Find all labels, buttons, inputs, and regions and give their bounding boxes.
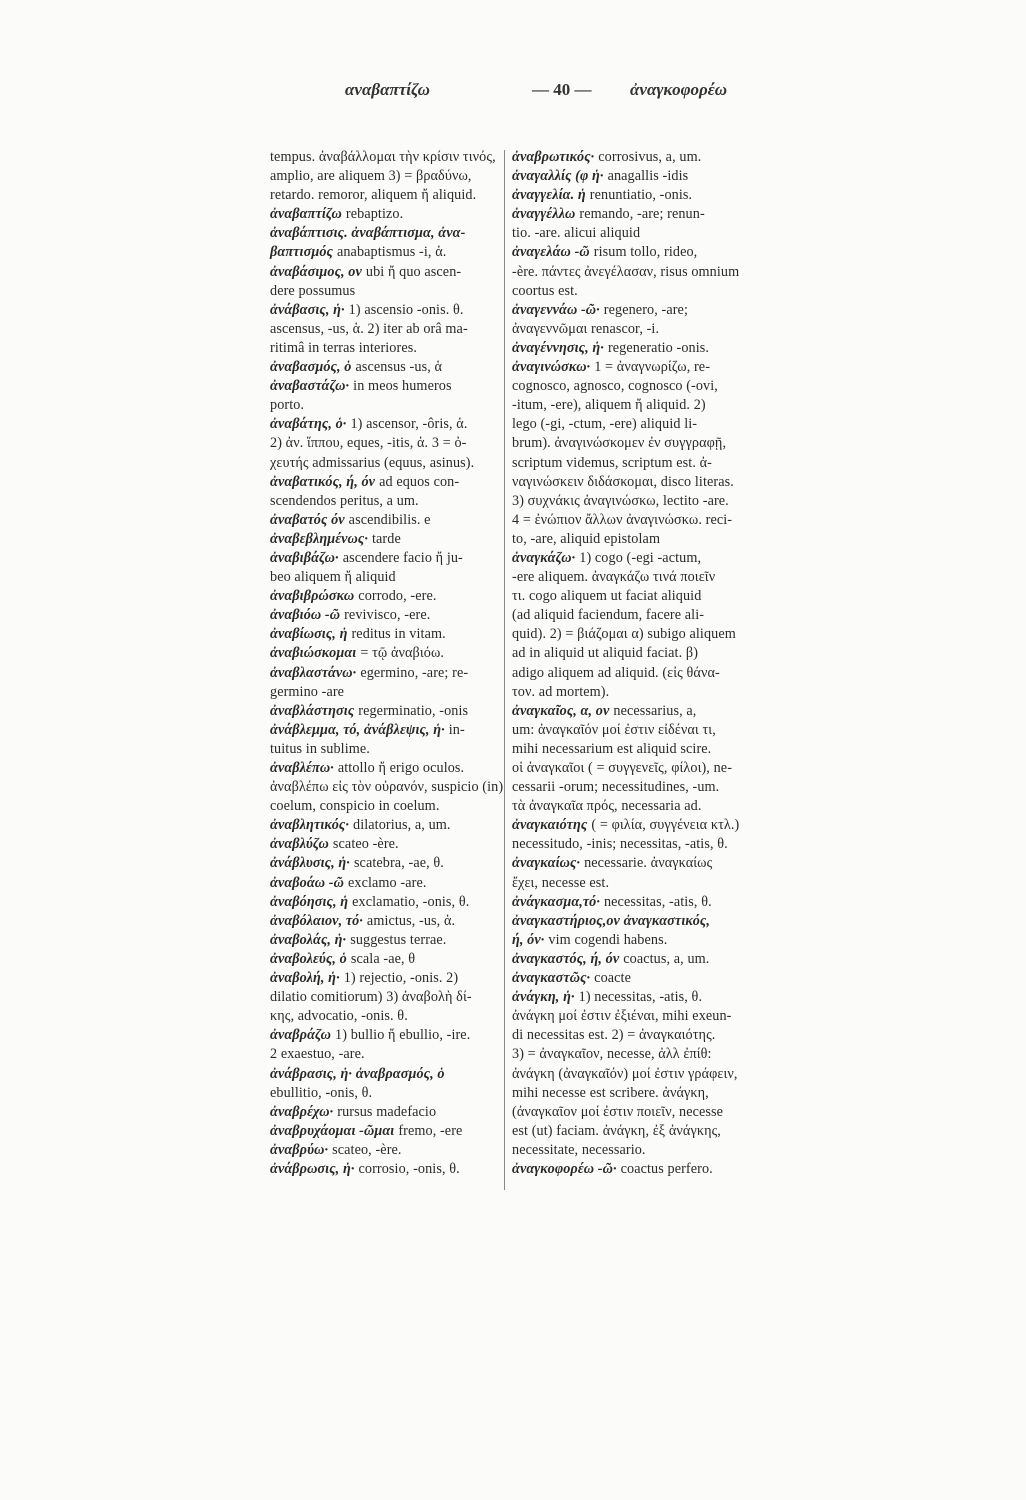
definition-text: dilatio comitiorum) 3) ἀναβολὴ δί- xyxy=(270,989,472,1006)
headword: ἀναβλάστησις xyxy=(270,702,355,719)
definition-text: necessarie. ἀναγκαίως xyxy=(584,855,713,872)
definition-text: ebullitio, -onis, θ. xyxy=(270,1084,373,1101)
headword: ἀναβόλαιον, τό· xyxy=(270,912,363,929)
headword: βαπτισμός xyxy=(270,244,333,261)
entry-line xyxy=(512,835,762,854)
entry-line xyxy=(270,969,502,988)
definition-text: ad equos con- xyxy=(379,473,460,490)
entry-line xyxy=(270,224,502,243)
definition-text: 1) ascensor, -ôris, ἁ. xyxy=(350,416,468,433)
definition-text: 2 exaestuo, -are. xyxy=(270,1046,365,1063)
entry-line xyxy=(270,606,502,625)
entry-line xyxy=(512,186,762,205)
entry-line xyxy=(512,434,762,453)
headword: ἀναγκαίως· xyxy=(512,855,581,872)
column-divider xyxy=(504,150,505,1190)
headword: ἀναγαλλίς (φ ἡ· xyxy=(512,168,604,185)
definition-text: ubi ἤ quo ascen- xyxy=(365,263,462,280)
entry-line xyxy=(270,912,502,931)
entry-line xyxy=(512,358,762,377)
entry-line xyxy=(512,606,762,625)
entry-line xyxy=(270,263,502,282)
definition-text: scriptum videmus, scriptum est. ἀ- xyxy=(512,454,712,471)
definition-text: regerminatio, -onis xyxy=(358,702,469,719)
definition-text: 2) ἀν. ἵππου, eques, -itis, ἁ. 3 = ὀ- xyxy=(270,435,467,452)
definition-text: tio. -are. alicui aliquid xyxy=(512,225,641,242)
definition-text: porto. xyxy=(270,397,305,414)
definition-text: cessarii -orum; necessitudines, -um. xyxy=(512,779,720,796)
definition-text: to, -are, aliquid epistolam xyxy=(512,530,661,547)
entry-line xyxy=(512,1141,762,1160)
headword: ἀναγελάω -ῶ xyxy=(512,244,590,261)
entry-line xyxy=(512,148,762,167)
headword: ἀναβλαστάνω· xyxy=(270,664,357,681)
entry-line xyxy=(270,816,502,835)
entry-line xyxy=(512,969,762,988)
definition-text: 4 = ἐνώπιον ἄλλων ἀναγινώσκω. reci- xyxy=(512,511,733,528)
entry-line xyxy=(512,644,762,663)
definition-text: tempus. ἀναβάλλομαι τὴν κρίσιν τινός, xyxy=(270,149,496,165)
definition-text: exclamo -are. xyxy=(348,874,427,891)
definition-text: dilatorius, a, um. xyxy=(353,817,451,834)
headword: ἀναβόησις, ἡ xyxy=(270,893,349,910)
definition-text: beo aliquem ἤ aliquid xyxy=(270,569,396,586)
entry-line xyxy=(270,721,502,740)
definition-text: necessarius, a, xyxy=(613,702,697,719)
definition-text: um: ἀναγκαῖόν μοί ἐστιν εἰδέναι τι, xyxy=(512,721,716,738)
definition-text: mihi necesse est scribere. ἀνάγκη, xyxy=(512,1084,709,1101)
entry-line xyxy=(512,415,762,434)
definition-text: tarde xyxy=(371,530,401,547)
entry-line xyxy=(270,1141,502,1160)
entry-line xyxy=(512,511,762,530)
definition-text: ἔχει, necesse est. xyxy=(512,874,610,891)
entry-line xyxy=(270,205,502,224)
entry-line xyxy=(270,854,502,873)
entry-line xyxy=(512,721,762,740)
entry-line xyxy=(270,492,502,511)
definition-text: corrosivus, a, um. xyxy=(598,149,702,165)
headword: ἀναγινώσκω· xyxy=(512,359,591,376)
definition-text: 1) cogo (-egi -actum, xyxy=(579,549,702,566)
definition-text: corrodo, -ere. xyxy=(358,588,437,605)
definition-text: attollo ἤ erigo oculos. xyxy=(337,760,465,776)
entry-line xyxy=(512,854,762,873)
entry-line xyxy=(512,912,762,931)
headword: ἀνάβασις, ἡ· xyxy=(270,301,345,318)
headword: ἀναβοάω -ῶ xyxy=(270,874,344,891)
definition-text: amictus, -us, ἁ. xyxy=(366,912,456,929)
headword: ἀναβαστάζω· xyxy=(270,378,350,395)
entry-line xyxy=(512,1160,762,1179)
definition-text: regeneratio -onis. xyxy=(607,339,710,356)
entry-line xyxy=(512,893,762,912)
definition-text: retardo. remoror, aliquem ἤ aliquid. xyxy=(270,187,477,204)
entry-line xyxy=(512,1065,762,1084)
definition-text: -ere aliquem. ἀναγκάζω τινά ποιεῖν xyxy=(512,569,716,586)
definition-text: -itum, -ere), aliquem ἤ aliquid. 2) xyxy=(512,397,706,414)
entry-line xyxy=(270,1007,502,1026)
entry-line xyxy=(512,492,762,511)
headword: ἀναγκαστῶς· xyxy=(512,970,591,987)
headword: ἀναγκαστός, ή, όν xyxy=(512,950,620,967)
definition-text: κης, advocatio, -onis. θ. xyxy=(270,1008,408,1025)
entry-line xyxy=(270,358,502,377)
definition-text: scendendos peritus, a um. xyxy=(270,492,419,509)
entry-line xyxy=(270,320,502,339)
definition-text: fremo, -ere xyxy=(398,1122,463,1139)
definition-text: dere possumus xyxy=(270,282,356,299)
definition-text: 1 = ἀναγνωρίζω, re- xyxy=(594,359,711,376)
entry-line xyxy=(512,1103,762,1122)
entry-line xyxy=(512,664,762,683)
headword: ἀναβλέπω· xyxy=(270,760,334,776)
headword: ἀναβασμός, ὁ xyxy=(270,359,352,376)
definition-text: anabaptismus -i, ἁ. xyxy=(336,244,447,261)
definition-text: 1) bullio ἤ ebullio, -ire. xyxy=(335,1027,471,1044)
running-head-left: αναβαπτίζω xyxy=(345,80,430,99)
entry-line xyxy=(512,759,762,778)
definition-text: cognosco, agnosco, cognosco (-ovi, xyxy=(512,378,718,395)
definition-text: coortus est. xyxy=(512,282,578,299)
headword: ἀναβιβάζω· xyxy=(270,549,339,566)
entry-line xyxy=(512,874,762,893)
headword: ἀναβατός όν xyxy=(270,511,345,528)
headword: ἀναβάτης, ὁ· xyxy=(270,416,347,433)
headword: ἀνάβρωσις, ἡ· xyxy=(270,1160,355,1177)
definition-text: reditus in vitam. xyxy=(351,626,446,643)
headword: ἀναβρυχάομαι -ῶμαι xyxy=(270,1122,395,1139)
definition-text: coactus perfero. xyxy=(620,1160,713,1177)
headword: ἀναβρύω· xyxy=(270,1141,329,1158)
definition-text: egermino, -are; re- xyxy=(360,664,469,681)
definition-text: necessitate, necessario. xyxy=(512,1141,646,1158)
entry-line xyxy=(512,702,762,721)
definition-text: amplio, are aliquem 3) = βραδύνω, xyxy=(270,168,472,185)
definition-text: scatebra, -ae, θ. xyxy=(353,855,444,872)
definition-text: ἀναβλέπω εἰς τὸν οὐρανόν, suspicio (in) xyxy=(270,779,504,796)
entry-line xyxy=(512,740,762,759)
entry-line xyxy=(270,243,502,262)
definition-text: rursus madefacio xyxy=(337,1103,437,1120)
entry-line xyxy=(512,1007,762,1026)
entry-line xyxy=(270,454,502,473)
definition-text: vim cogendi habens. xyxy=(548,931,668,948)
definition-text: ascensus, -us, ἁ. 2) iter ab orâ ma- xyxy=(270,320,468,337)
definition-text: ritimâ in terras interiores. xyxy=(270,339,417,356)
entry-line xyxy=(512,396,762,415)
definition-text: risum tollo, rideo, xyxy=(593,244,698,261)
headword: ἀναβολάς, ἡ· xyxy=(270,931,347,948)
definition-text: 3) = ἀναγκαῖον, necesse, ἀλλ ἐπίθ: xyxy=(512,1046,712,1063)
headword: ἀναγκαῖος, α, ον xyxy=(512,702,610,719)
entry-line xyxy=(512,549,762,568)
entry-line xyxy=(270,587,502,606)
entry-line xyxy=(270,282,502,301)
definition-text: in meos humeros xyxy=(353,378,452,395)
headword: ἀναβολεύς, ὁ xyxy=(270,950,347,967)
definition-text: ἀναγεννῶμαι renascor, -i. xyxy=(512,320,660,337)
entry-line xyxy=(270,434,502,453)
headword: ἀνάγκη, ἡ· xyxy=(512,989,575,1006)
entry-line xyxy=(512,301,762,320)
right-column xyxy=(512,148,762,1179)
definition-text: coactus, a, um. xyxy=(623,950,710,967)
entry-line xyxy=(512,243,762,262)
entry-line xyxy=(512,625,762,644)
entry-line xyxy=(270,644,502,663)
headword: ἀναβλητικός· xyxy=(270,817,349,834)
entry-line xyxy=(270,415,502,434)
definition-text: = τῷ ἀναβιόω. xyxy=(360,645,445,662)
definition-text: scala -ae, θ xyxy=(350,950,416,967)
headword: ἀναγεννάω -ῶ· xyxy=(512,301,600,318)
entry-line xyxy=(270,1045,502,1064)
entry-line xyxy=(512,1045,762,1064)
definition-text: -ère. πάντες ἀνεγέλασαν, risus omnium xyxy=(512,263,740,280)
headword: ἀναγγελία. ἡ xyxy=(512,187,586,204)
entry-line xyxy=(512,931,762,950)
entry-line xyxy=(270,473,502,492)
headword: ἀναβιόω -ῶ xyxy=(270,607,341,624)
entry-line xyxy=(512,339,762,358)
entry-line xyxy=(270,1122,502,1141)
entry-line xyxy=(270,797,502,816)
headword: ἀναγκάζω· xyxy=(512,549,576,566)
headword: ἀναβαπτίζω xyxy=(270,206,342,223)
entry-line xyxy=(512,377,762,396)
headword: ἀναγγέλλω xyxy=(512,206,576,223)
definition-text: necessitas, -atis, θ. xyxy=(603,893,712,910)
definition-text: ἀνάγκη (ἀναγκαῖόν) μοί ἐστιν γράφειν, xyxy=(512,1065,738,1082)
definition-text: 3) συχνάκις ἀναγινώσκω, lectito -are. xyxy=(512,492,729,509)
definition-text: χευτής admissarius (equus, asinus). xyxy=(270,454,475,471)
entry-line xyxy=(512,224,762,243)
definition-text: ad in aliquid ut aliquid faciat. β) xyxy=(512,645,699,662)
entry-line xyxy=(512,988,762,1007)
definition-text: ναγινώσκειν διδάσκομαι, disco literas. xyxy=(512,473,734,490)
headword: ἀναβάπτισις. ἀναβάπτισμα, ἀνα- xyxy=(270,225,466,242)
definition-text: ( = φιλία, συγγένεια κτλ.) xyxy=(591,817,740,834)
headword: ἀναβράζω xyxy=(270,1027,332,1044)
entry-line xyxy=(270,835,502,854)
definition-text: quid). 2) = βιάζομαι α) subigo aliquem xyxy=(512,626,736,643)
entry-line xyxy=(270,396,502,415)
running-head-right: ἀναγκοφορέω xyxy=(630,80,728,99)
entry-line xyxy=(270,931,502,950)
headword: ἀναγέννησις, ἡ· xyxy=(512,339,604,356)
headword: ἀναβιβρώσκω xyxy=(270,588,355,605)
entry-line xyxy=(270,1084,502,1103)
entry-line xyxy=(270,1160,502,1179)
entry-line xyxy=(270,625,502,644)
entry-line xyxy=(512,816,762,835)
definition-text: suggestus terrae. xyxy=(350,931,447,948)
entry-line xyxy=(512,454,762,473)
definition-text: (ἀναγκαῖον μοί ἐστιν ποιεῖν, necesse xyxy=(512,1103,724,1120)
entry-line xyxy=(512,1084,762,1103)
headword: ἀναβεβλημένως· xyxy=(270,530,368,547)
entry-line xyxy=(512,1026,762,1045)
entry-line xyxy=(512,167,762,186)
headword: ἀνάγκασμα,τό· xyxy=(512,893,600,910)
entry-line xyxy=(270,148,502,167)
entry-line xyxy=(270,740,502,759)
definition-text: necessitudo, -inis; necessitas, -atis, θ. xyxy=(512,836,728,853)
definition-text: coacte xyxy=(594,970,631,987)
entry-line xyxy=(512,568,762,587)
headword: ἀναγκοφορέω -ῶ· xyxy=(512,1160,617,1177)
entry-line xyxy=(270,167,502,186)
headword: ἀνάβλυσις, ἡ· xyxy=(270,855,350,872)
entry-line xyxy=(270,186,502,205)
definition-text: 1) rejectio, -onis. 2) xyxy=(343,970,459,987)
entry-line xyxy=(270,950,502,969)
entry-line xyxy=(512,950,762,969)
entry-line xyxy=(270,778,502,797)
entry-line xyxy=(512,282,762,301)
entry-line xyxy=(270,339,502,358)
definition-text: coelum, conspicio in coelum. xyxy=(270,798,440,815)
definition-text: brum). ἀναγινώσκομεν ἐν συγγραφῇ, xyxy=(512,435,727,452)
definition-text: remando, -are; renun- xyxy=(579,206,705,223)
headword: ἀνάβρασις, ἡ· ἀναβρασμός, ὁ xyxy=(270,1065,445,1082)
definition-text: ascendere facio ἤ ju- xyxy=(342,549,463,566)
definition-text: lego (-gi, -ctum, -ere) aliquid li- xyxy=(512,416,698,433)
definition-text: τον. ad mortem). xyxy=(512,683,610,700)
headword: ἀναβρέχω· xyxy=(270,1103,334,1120)
entry-line xyxy=(270,1026,502,1045)
definition-text: di necessitas est. 2) = ἀναγκαιότης. xyxy=(512,1027,716,1044)
entry-line xyxy=(512,797,762,816)
definition-text: germino -are xyxy=(270,683,345,700)
headword: ἀναβρωτικός· xyxy=(512,149,595,165)
headword: ἀναβολή, ἡ· xyxy=(270,970,340,987)
definition-text: renuntiatio, -onis. xyxy=(589,187,693,204)
left-column xyxy=(270,148,502,1179)
definition-text: οἱ ἀναγκαῖοι ( = συγγενεῖς, φίλοι), ne- xyxy=(512,760,733,776)
entry-line xyxy=(270,702,502,721)
headword: ἀναβάσιμος, ον xyxy=(270,263,362,280)
entry-line xyxy=(270,664,502,683)
headword: ἀνάβλεμμα, τό, ἀνάβλεψις, ἡ· xyxy=(270,721,445,738)
definition-text: anagallis -idis xyxy=(607,168,689,185)
definition-text: mihi necessarium est aliquid scire. xyxy=(512,740,712,757)
headword: ἀναγκαστήριος,ον ἀναγκαστικός, xyxy=(512,912,710,929)
entry-line xyxy=(270,301,502,320)
entry-line xyxy=(270,1065,502,1084)
definition-text: regenero, -are; xyxy=(603,301,688,318)
entry-line xyxy=(512,683,762,702)
entry-line xyxy=(512,778,762,797)
headword: ἀναγκαιότης xyxy=(512,817,588,834)
entry-line xyxy=(270,511,502,530)
definition-text: revivisco, -ere. xyxy=(344,607,431,624)
entry-line xyxy=(270,759,502,778)
entry-line xyxy=(512,473,762,492)
page-number: — 40 — xyxy=(532,80,592,99)
entry-line xyxy=(512,1122,762,1141)
definition-text: corrosio, -onis, θ. xyxy=(358,1160,460,1177)
entry-line xyxy=(270,568,502,587)
headword: ή, όν· xyxy=(512,931,545,948)
definition-text: adigo aliquem ad aliquid. (εἰς θάνα- xyxy=(512,664,720,681)
headword: ἀναβλύζω xyxy=(270,836,329,853)
headword: ἀναβίωσις, ἡ xyxy=(270,626,348,643)
entry-line xyxy=(270,1103,502,1122)
entry-line xyxy=(270,530,502,549)
definition-text: scateo -ère. xyxy=(332,836,399,853)
entry-line xyxy=(270,683,502,702)
entry-line xyxy=(270,874,502,893)
definition-text: ascensus -us, ἁ xyxy=(355,359,443,376)
entry-line xyxy=(512,205,762,224)
entry-line xyxy=(512,320,762,339)
headword: ἀναβατικός, ή, όν xyxy=(270,473,376,490)
entry-line xyxy=(512,263,762,282)
definition-text: τι. cogo aliquem ut faciat aliquid xyxy=(512,588,702,605)
definition-text: rebaptizo. xyxy=(345,206,404,223)
definition-text: est (ut) faciam. ἀνάγκη, ἐξ ἀνάγκης, xyxy=(512,1122,721,1139)
entry-line xyxy=(512,530,762,549)
entry-line xyxy=(270,988,502,1007)
definition-text: τὰ ἀναγκαῖα πρός, necessaria ad. xyxy=(512,798,702,815)
definition-text: exclamatio, -onis, θ. xyxy=(352,893,470,910)
entry-line xyxy=(270,377,502,396)
definition-text: in- xyxy=(448,721,465,738)
definition-text: ἀνάγκη μοί ἐστιν ἐξιέναι, mihi exeun- xyxy=(512,1008,732,1025)
entry-line xyxy=(270,549,502,568)
entry-line xyxy=(512,587,762,606)
definition-text: 1) ascensio -onis. θ. xyxy=(348,301,464,318)
definition-text: (ad aliquid faciendum, facere ali- xyxy=(512,607,705,624)
entry-line xyxy=(270,893,502,912)
definition-text: 1) necessitas, -atis, θ. xyxy=(578,989,703,1006)
definition-text: scateo, -ère. xyxy=(332,1141,402,1158)
definition-text: ascendibilis. e xyxy=(348,511,431,528)
definition-text: tuitus in sublime. xyxy=(270,740,370,757)
headword: ἀναβιώσκομαι xyxy=(270,645,357,662)
